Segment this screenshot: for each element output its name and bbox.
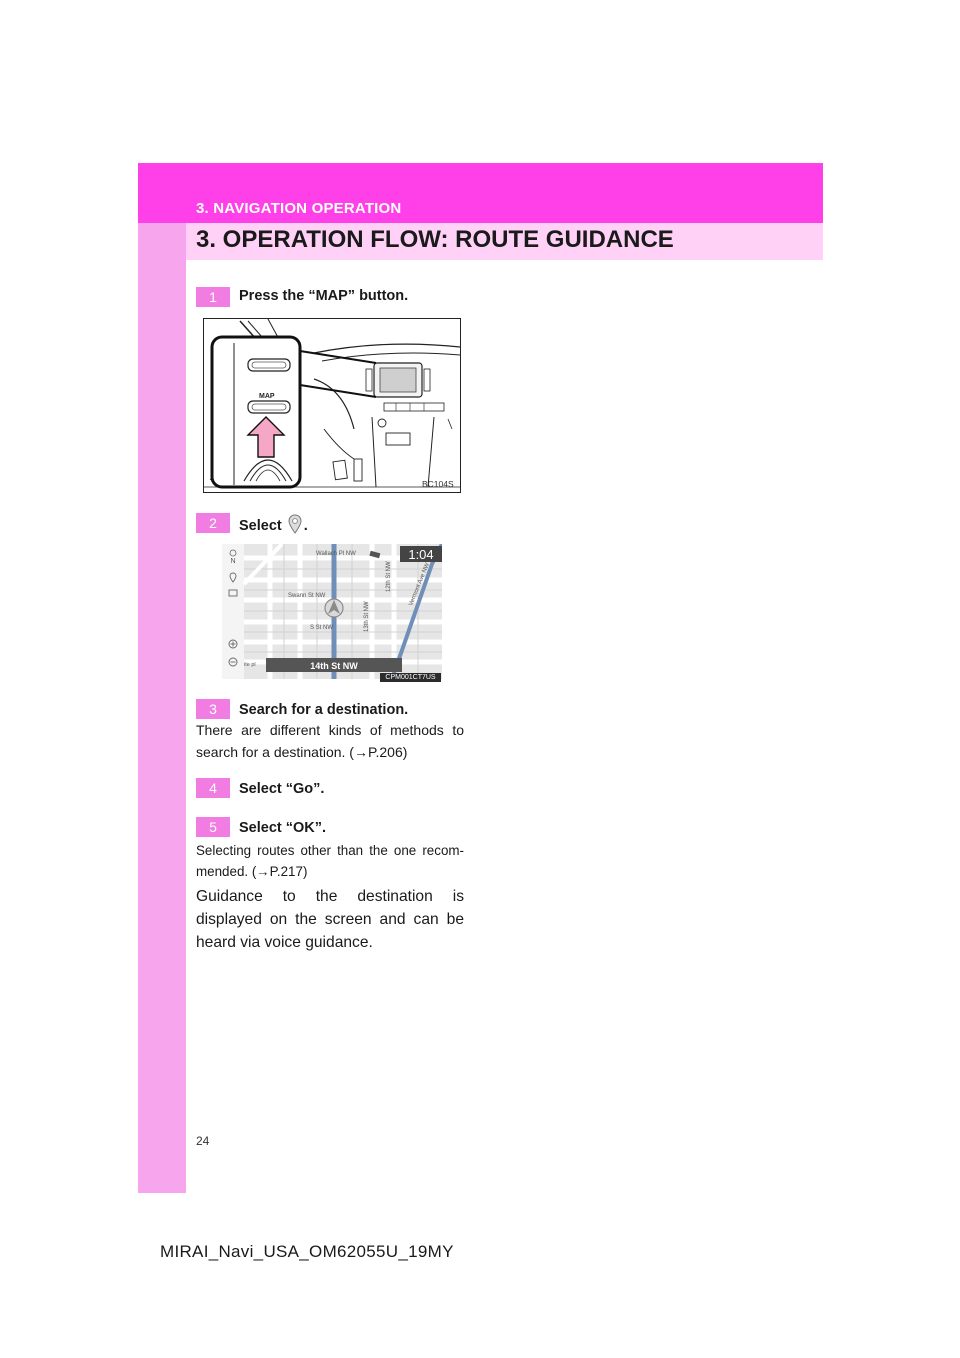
dashboard-drawing: [204, 319, 460, 492]
step-text-2: [239, 514, 308, 534]
step-2-text-after: .: [303, 518, 308, 534]
step-badge-3: 3: [196, 699, 230, 719]
map-button-label: MAP: [259, 393, 275, 400]
map-drawing: [222, 544, 442, 679]
compass-label: N: [230, 558, 236, 565]
step-2-text-before: Select: [239, 518, 282, 534]
side-strip: [138, 163, 186, 1193]
step-text-4: Select “Go”.: [239, 781, 325, 797]
street-label: Vermont Ave NW: [408, 562, 431, 607]
step-text-3: Search for a destination.: [239, 702, 409, 718]
step-badge-2: 2: [196, 513, 230, 533]
step-badge-1: 1: [196, 287, 230, 307]
dashboard-illustration: [203, 318, 461, 493]
step-badge-4: 4: [196, 778, 230, 798]
figure-code-map: CPM001CT7US: [380, 673, 441, 682]
note-search-methods: There are different kinds of methods to search for a destination. (→P.206): [196, 722, 464, 760]
street-label: S St NW: [310, 625, 334, 631]
street-label: 12th St NW: [386, 561, 392, 592]
navigation-map-screen: [222, 544, 442, 679]
section-label: 3. NAVIGATION OPERATION: [196, 200, 402, 217]
page-number: 24: [196, 1134, 210, 1148]
figure-code-dash: BC104S: [422, 479, 454, 489]
map-current-street: 14th St NW: [310, 661, 358, 671]
street-label: Wallach Pl NW: [316, 551, 356, 557]
street-label: 13th St NW: [364, 601, 370, 632]
step-text-5: Select “OK”.: [239, 820, 327, 836]
page-title: 3. OPERATION FLOW: ROUTE GUIDANCE: [196, 226, 674, 253]
step-badge-5: 5: [196, 817, 230, 837]
note-other-routes: Selecting routes other than the one recom-mended. (→P.217): [196, 843, 464, 879]
street-label: Swann St NW: [288, 593, 326, 599]
document-code: MIRAI_Navi_USA_OM62055U_19MY: [160, 1242, 454, 1261]
map-time: 1:04: [408, 547, 434, 562]
note-guidance: Guidance to the destination is displayed on the screen and can be heard via voice guidance.: [196, 888, 464, 951]
step-text-1: Press the “MAP” button.: [239, 288, 409, 304]
street-label-partial: ite pl: [244, 662, 256, 668]
destination-pin-icon: [288, 514, 302, 534]
